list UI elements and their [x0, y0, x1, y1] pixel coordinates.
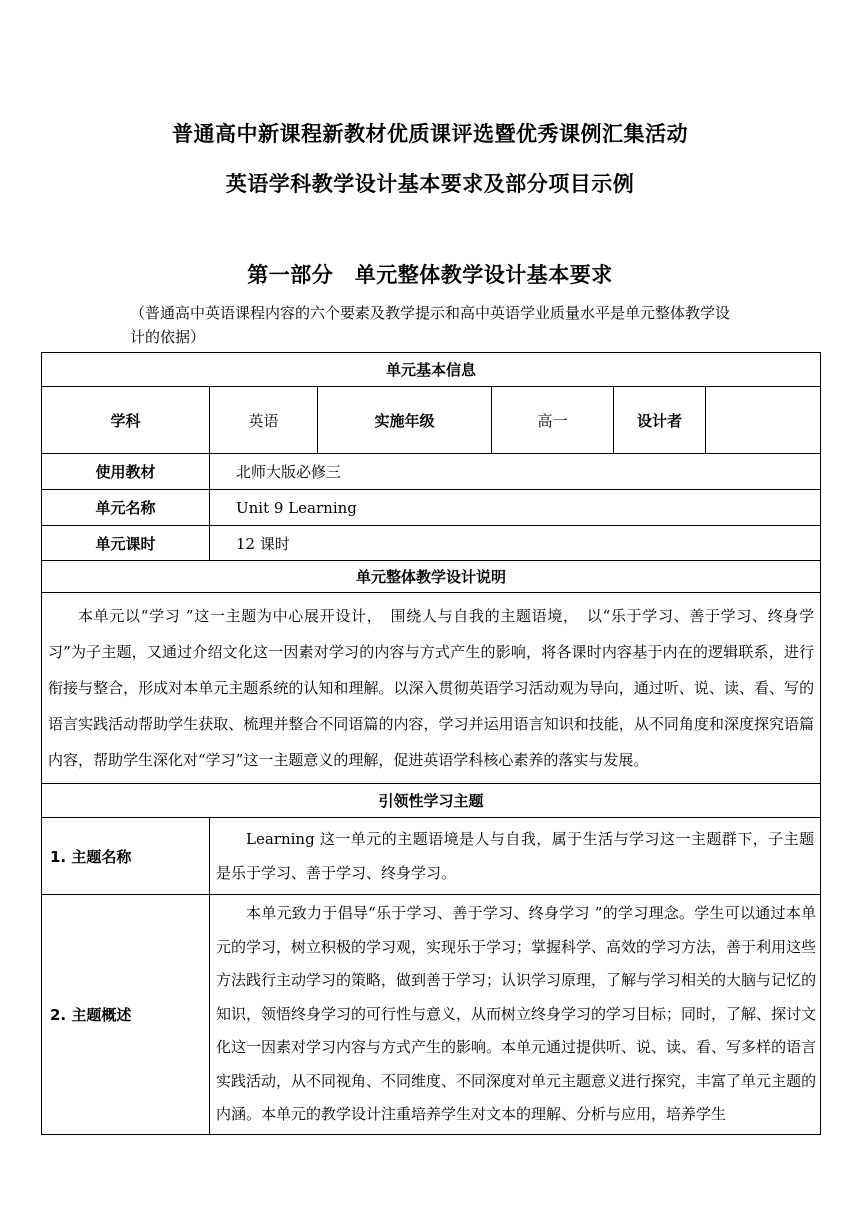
hours-value: 12 课时	[210, 526, 821, 561]
unit-name-value: Unit 9 Learning	[210, 490, 821, 526]
subject-row	[42, 387, 821, 454]
grade-label: 实施年级	[318, 387, 492, 454]
theme-name-row	[42, 818, 821, 895]
theme-header: 引领性学习主题	[42, 784, 821, 818]
document-title-line-1: 普通高中新课程新教材优质课评选暨优秀课例汇集活动	[172, 122, 688, 146]
hours-label: 单元课时	[42, 526, 210, 561]
basic-info-header-row	[42, 353, 821, 387]
basic-info-header: 单元基本信息	[42, 353, 821, 387]
designer-label: 设计者	[614, 387, 706, 454]
theme-overview-label: 2. 主题概述	[42, 895, 210, 1135]
designer-value	[706, 387, 821, 454]
theme-header-row	[42, 784, 821, 818]
textbook-row	[42, 454, 821, 490]
theme-name-label: 1. 主题名称	[42, 818, 210, 895]
subject-label: 学科	[42, 387, 210, 454]
design-text-row	[42, 593, 821, 784]
grade-value: 高一	[492, 387, 614, 454]
unit-name-row	[42, 490, 821, 526]
document-title-line-2: 英语学科教学设计基本要求及部分项目示例	[225, 172, 635, 196]
design-text: 本单元以“学习 ”这一主题为中心展开设计， 围绕人与自我的主题语境， 以“乐于学习、善于学习、终身学习”为子主题，又通过介绍文化这一因素对学习的内容与方式产生的影响，将各课时内容基于内在的逻辑联系，进行衔接与整合，形成对本单元主题系统的认知和理解。以深入贯彻英语学习活动观为导向，通过听、说、读、看、写的语言实践活动帮助学生获取、梳理并整合不同语篇的内容，学习并运用语言知识和技能，从不同角度和深度探究语篇内容，帮助学生深化对“学习”这一主题意义的理解，促进英语学科核心素养的落实与发展。	[42, 593, 821, 784]
unit-design-table	[41, 352, 821, 1135]
subject-value: 英语	[210, 387, 318, 454]
theme-name-text: Learning 这一单元的主题语境是人与自我，属于生活与学习这一主题群下，子主题是乐于学习、善于学习、终身学习。	[210, 818, 821, 895]
theme-overview-row	[42, 895, 821, 1135]
section-title: 第一部分 单元整体教学设计基本要求	[247, 263, 613, 287]
section-note: （普通高中英语课程内容的六个要素及教学提示和高中英语学业质量水平是单元整体教学设计的依据）	[130, 304, 731, 346]
hours-row	[42, 526, 821, 561]
design-header-row	[42, 561, 821, 593]
theme-overview-text: 本单元致力于倡导“乐于学习、善于学习、终身学习 ”的学习理念。学生可以通过本单元的学习，树立积极的学习观，实现乐于学习；掌握科学、高效的学习方法，善于利用这些方法践行主动学习的策略，做到善于学习；认识学习原理，了解与学习相关的大脑与记忆的知识，领悟终身学习的可行性与意义，从而树立终身学习的学习目标；同时，了解、探讨文化这一因素对学习内容与方式产生的影响。本单元通过提供听、说、读、看、写多样的语言实践活动，从不同视角、不同维度、不同深度对单元主题意义进行探究，丰富了单元主题的内涵。本单元的教学设计注重培养学生对文本的理解、分析与应用，培养学生	[210, 895, 821, 1135]
textbook-label: 使用教材	[42, 454, 210, 490]
design-header: 单元整体教学设计说明	[42, 561, 821, 593]
unit-name-label: 单元名称	[42, 490, 210, 526]
textbook-value: 北师大版必修三	[210, 454, 821, 490]
